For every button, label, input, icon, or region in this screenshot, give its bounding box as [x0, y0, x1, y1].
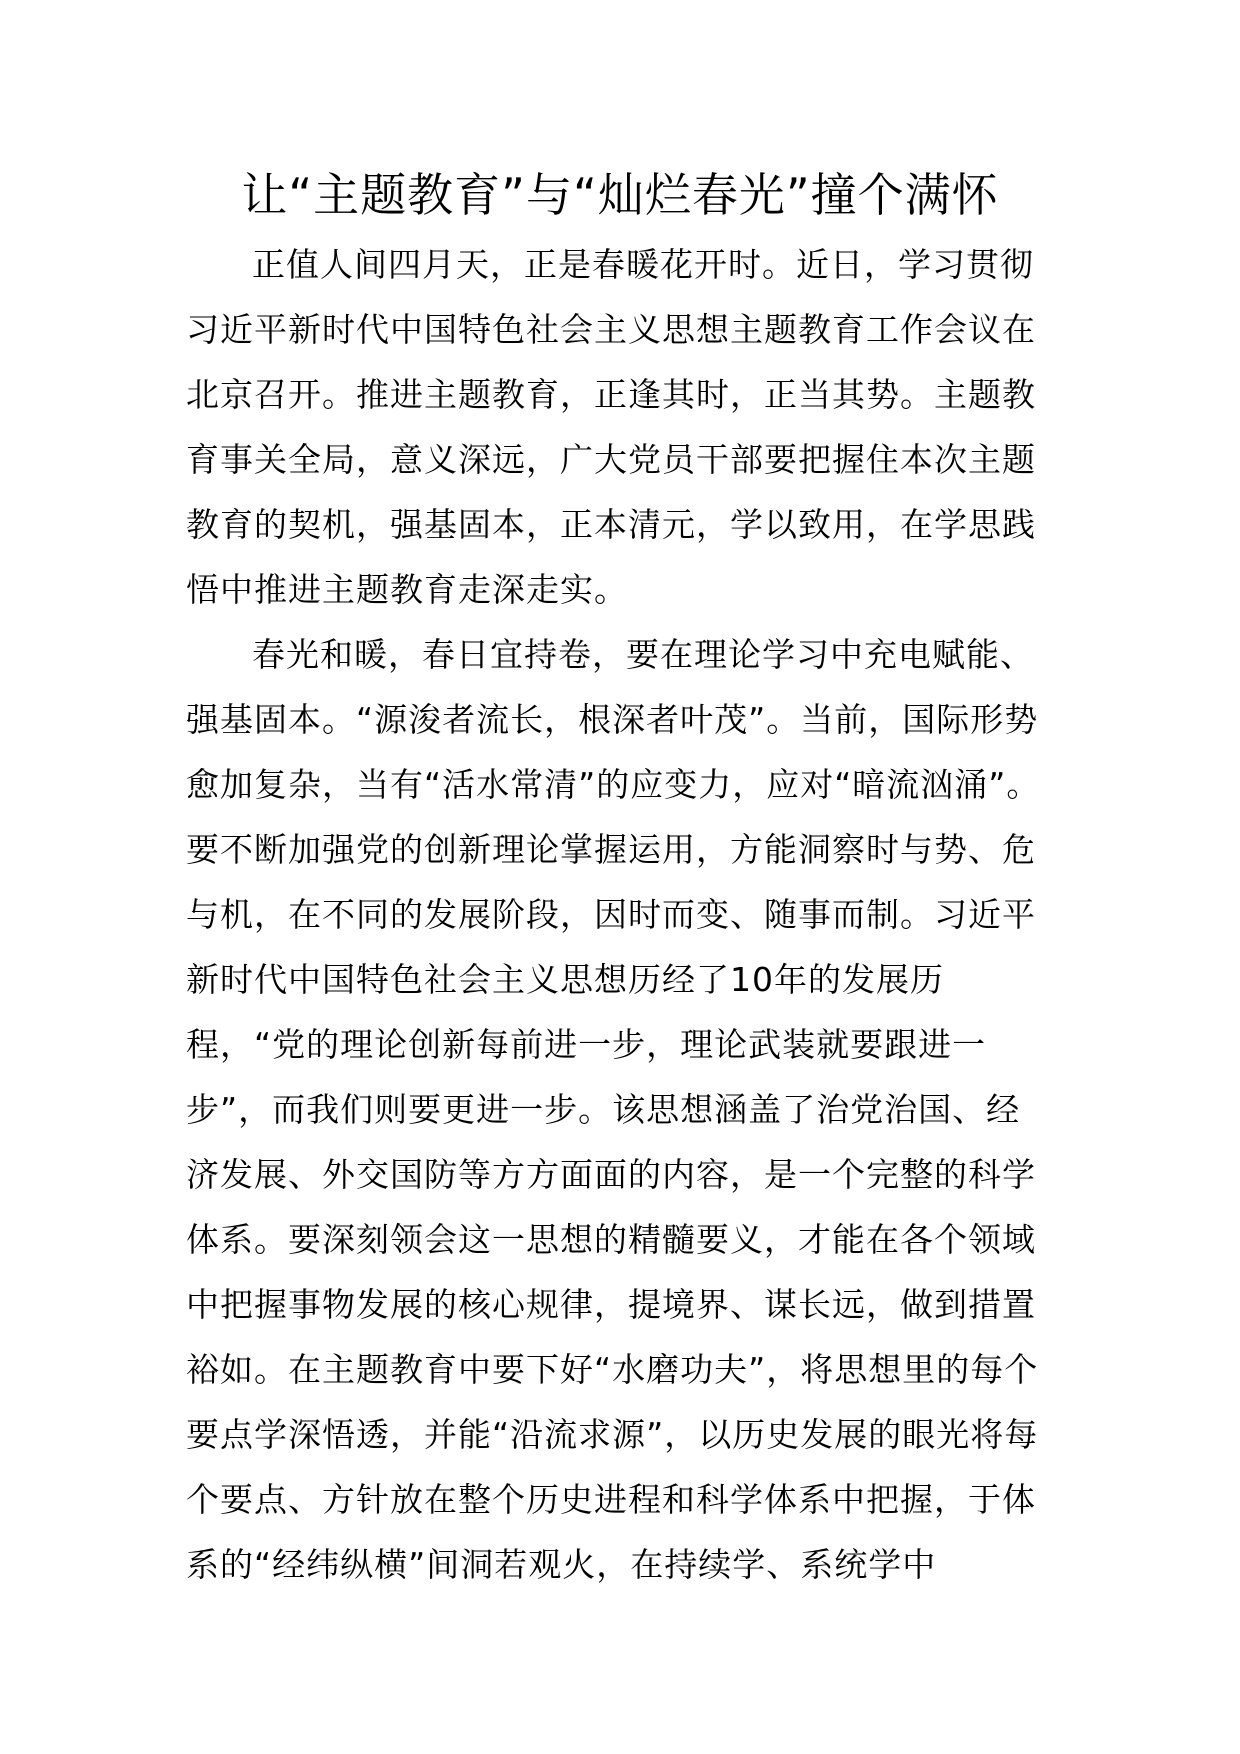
document-title: 让“主题教育”与“灿烂春光”撞个满怀: [241, 168, 999, 222]
paragraph-2: 春光和暖，春日宜持卷，要在理论学习中充电赋能、强基固本。“源浚者流长，根深者叶茂”。当前，国际形势愈加复杂，当有“活水常清”的应变力，应对“暗流汹涌”。要不断加强党的创新理论掌握运用，方能洞察时与势、危与机，在不同的发展阶段，因时而变、随事而制。习近平新时代中国特色社会主义思想历经了10年的发展历程，“党的理论创新每前进一步，理论武装就要跟进一步”，而我们则要更进一步。该思想涵盖了治党治国、经济发展、外交国防等方方面面的内容，是一个完整的科学体系。要深刻领会这一思想的精髓要义，才能在各个领域中把握事物发展的核心规律，提境界、谋长远，做到措置裕如。在主题教育中要下好“水磨功夫”，将思想里的每个要点学深悟透，并能“沿流求源”，以历史发展的眼光将每个要点、方针放在整个历史进程和科学体系中把握，于体系的“经纬纵横”间洞若观火，在持续学、系统学中: [186, 635, 1041, 1584]
paragraph-1: 正值人间四月天，正是春暖花开时。近日，学习贯彻习近平新时代中国特色社会主义思想主题教育工作会议在北京召开。推进主题教育，正逢其时，正当其势。主题教育事关全局，意义深远，广大党员干部要把握住本次主题教育的契机，强基固本，正本清元，学以致用，在学思践悟中推进主题教育走深走实。: [186, 245, 1036, 609]
document-body: [186, 232, 1054, 1597]
